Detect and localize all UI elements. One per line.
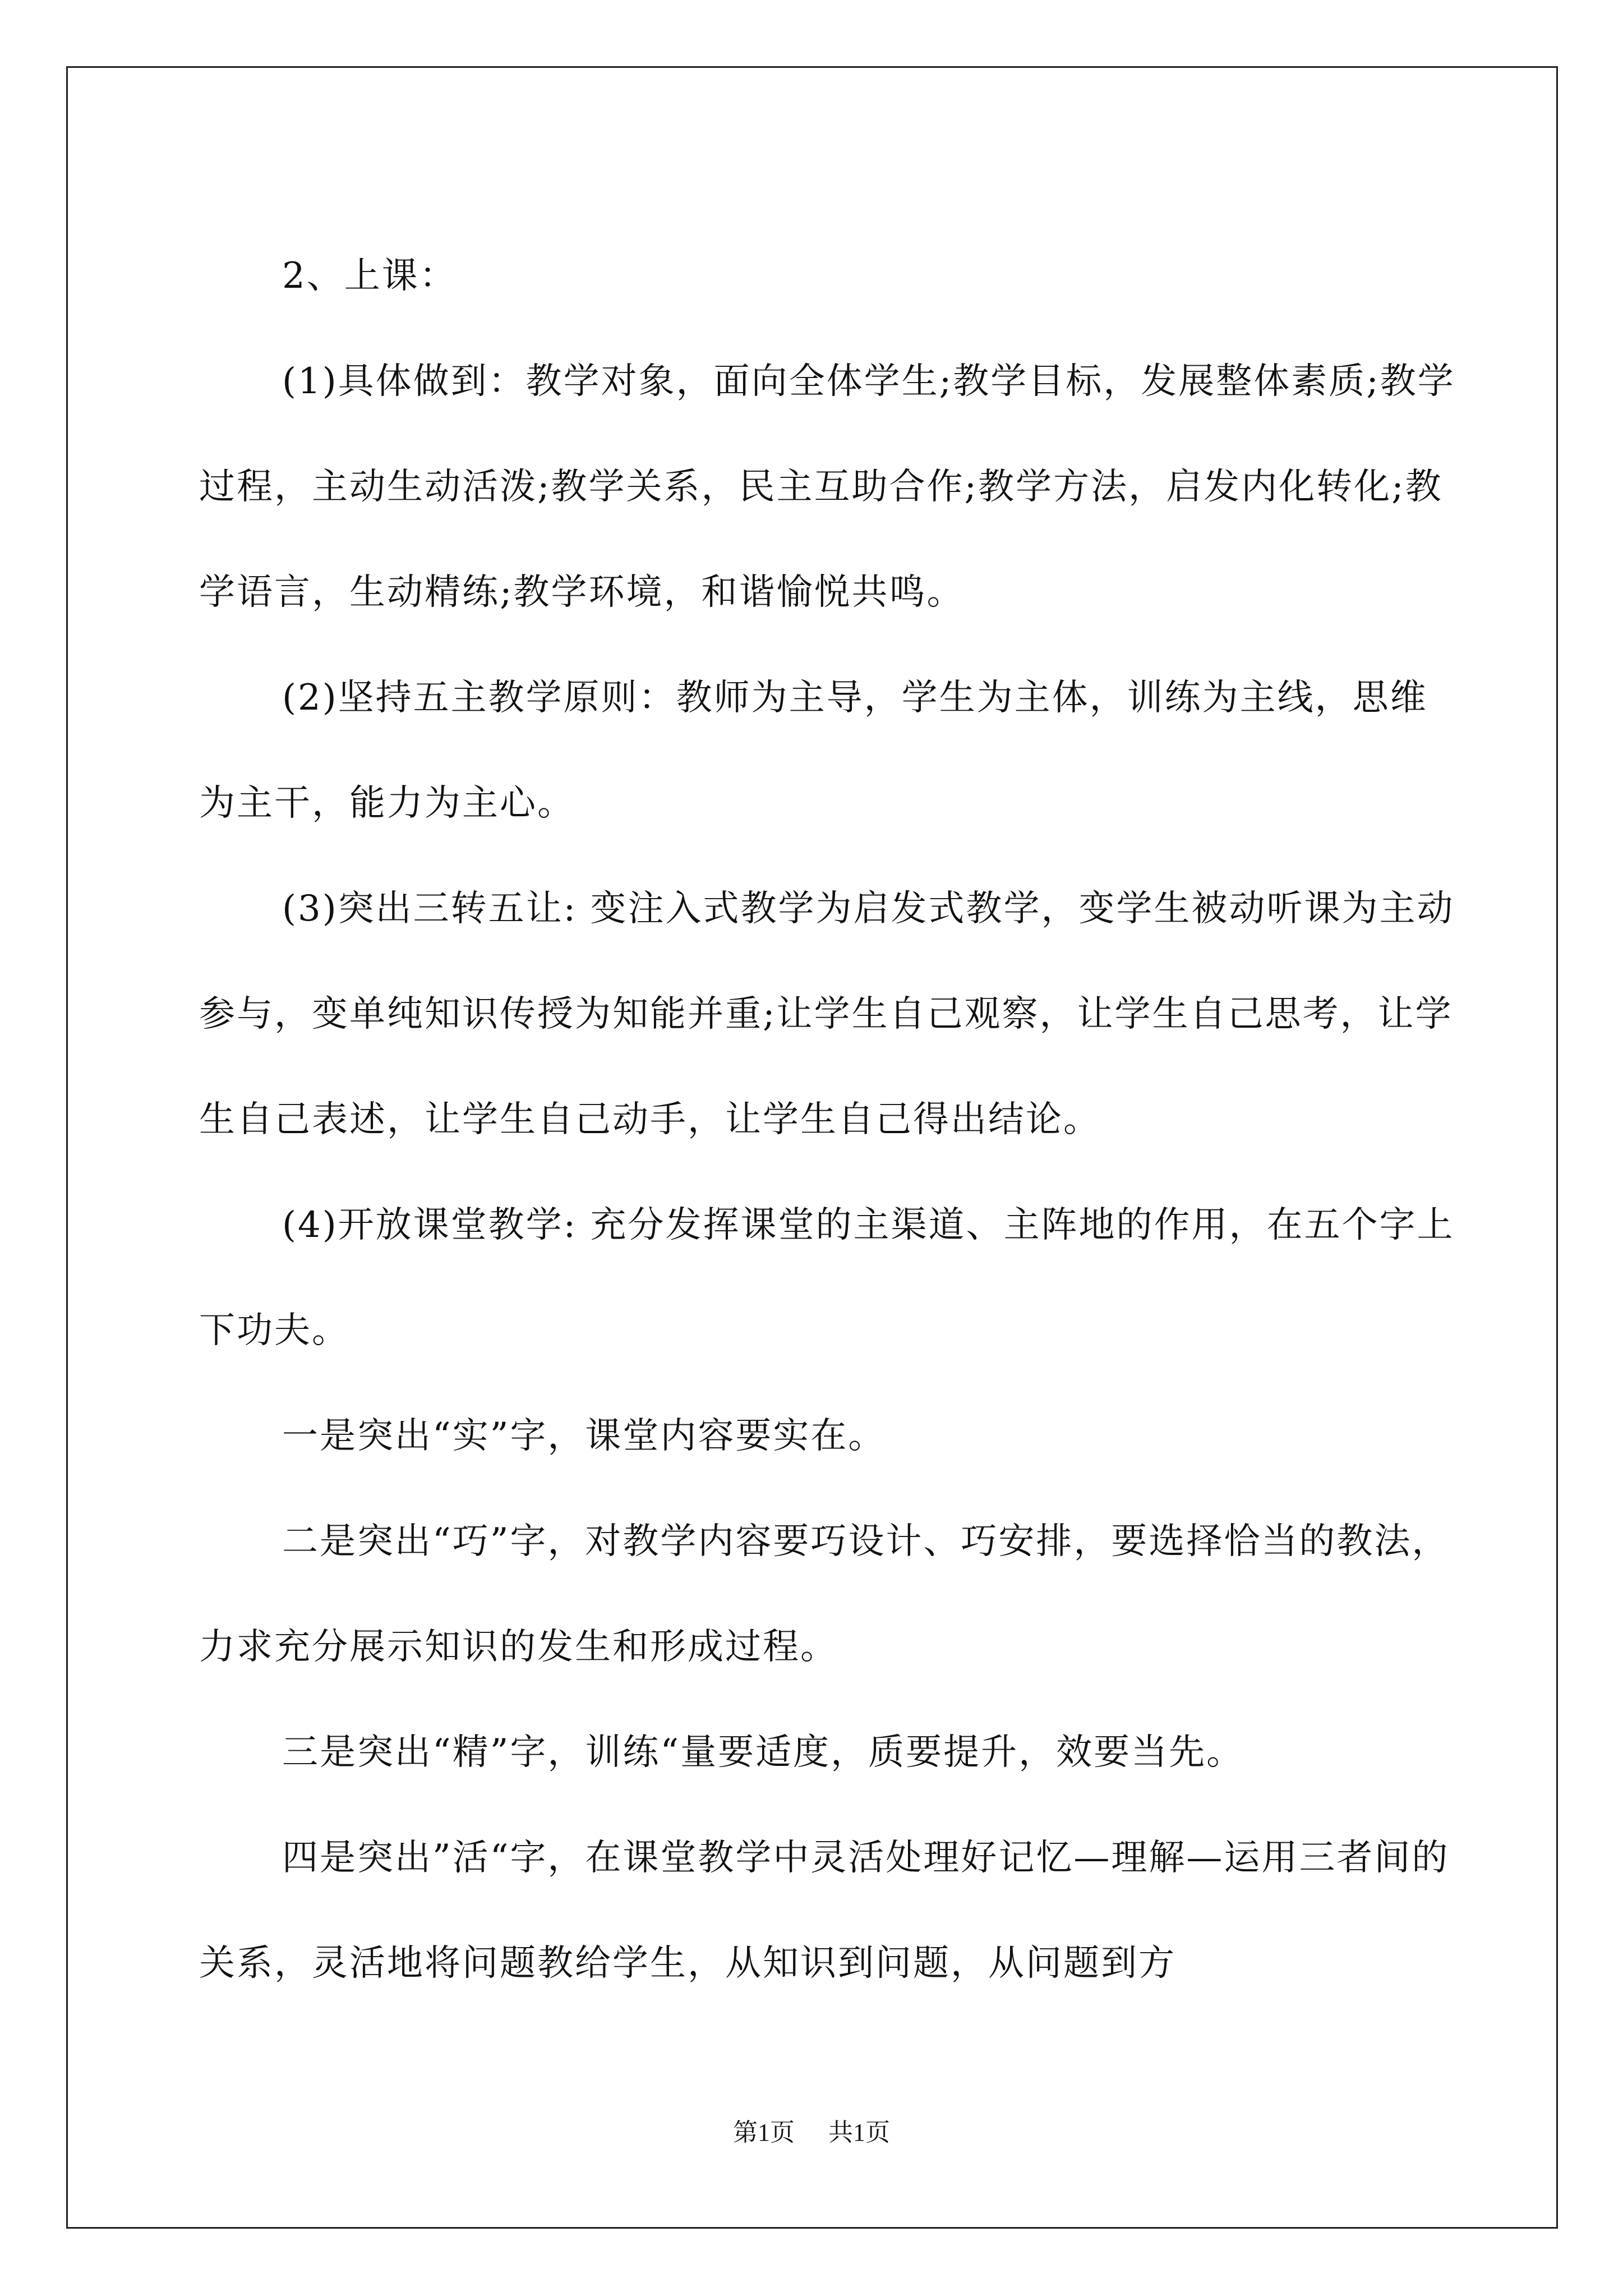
paragraph-point-3: 三是突出“精”字，训练“量要适度，质要提升，效要当先。 — [282, 1732, 1244, 1773]
paragraph-point-4: 四是突出”活“字，在课堂教学中灵活处理好记忆—理解—运用三者间的关系，灵活地将问题教给学生，从知识到问题，从问题到方 — [199, 1837, 1450, 1984]
paragraph-item-2: (2)坚持五主教学原则：教师为主导，学生为主体，训练为主线，思维为主干，能力为主心。 — [199, 677, 1428, 824]
paragraph-item-4: (4)开放课堂教学: 充分发挥课堂的主渠道、主阵地的作用，在五个字上下功夫。 — [199, 1204, 1455, 1351]
paragraph-section-heading: 2、上课： — [282, 255, 457, 297]
page-number-total: 共1页 — [828, 2119, 890, 2146]
paragraph-point-2: 二是突出“巧”字，对教学内容要巧设计、巧安排，要选择恰当的教法，力求充分展示知识的发生和形成过程。 — [199, 1521, 1450, 1668]
page-number-current: 第1页 — [733, 2119, 795, 2146]
paragraph-item-1: (1)具体做到：教学对象，面向全体学生;教学目标，发展整体素质;教学过程，主动生动活泼;教学关系，民主互助合作;教学方法，启发内化转化;教学语言，生动精练;教学环境，和谐愉悦共鸣。 — [199, 361, 1455, 613]
paragraph-item-3: (3)突出三转五让: 变注入式教学为启发式教学，变学生被动听课为主动参与，变单纯知识传授为知能并重;让学生自己观察，让学生自己思考，让学生自己表述，让学生自己动手，让学生自己得出结论。 — [199, 888, 1455, 1140]
paragraph-point-1: 一是突出“实”字，课堂内容要实在。 — [282, 1415, 886, 1457]
page-footer — [0, 2112, 1623, 2148]
document-body — [199, 223, 1461, 2016]
